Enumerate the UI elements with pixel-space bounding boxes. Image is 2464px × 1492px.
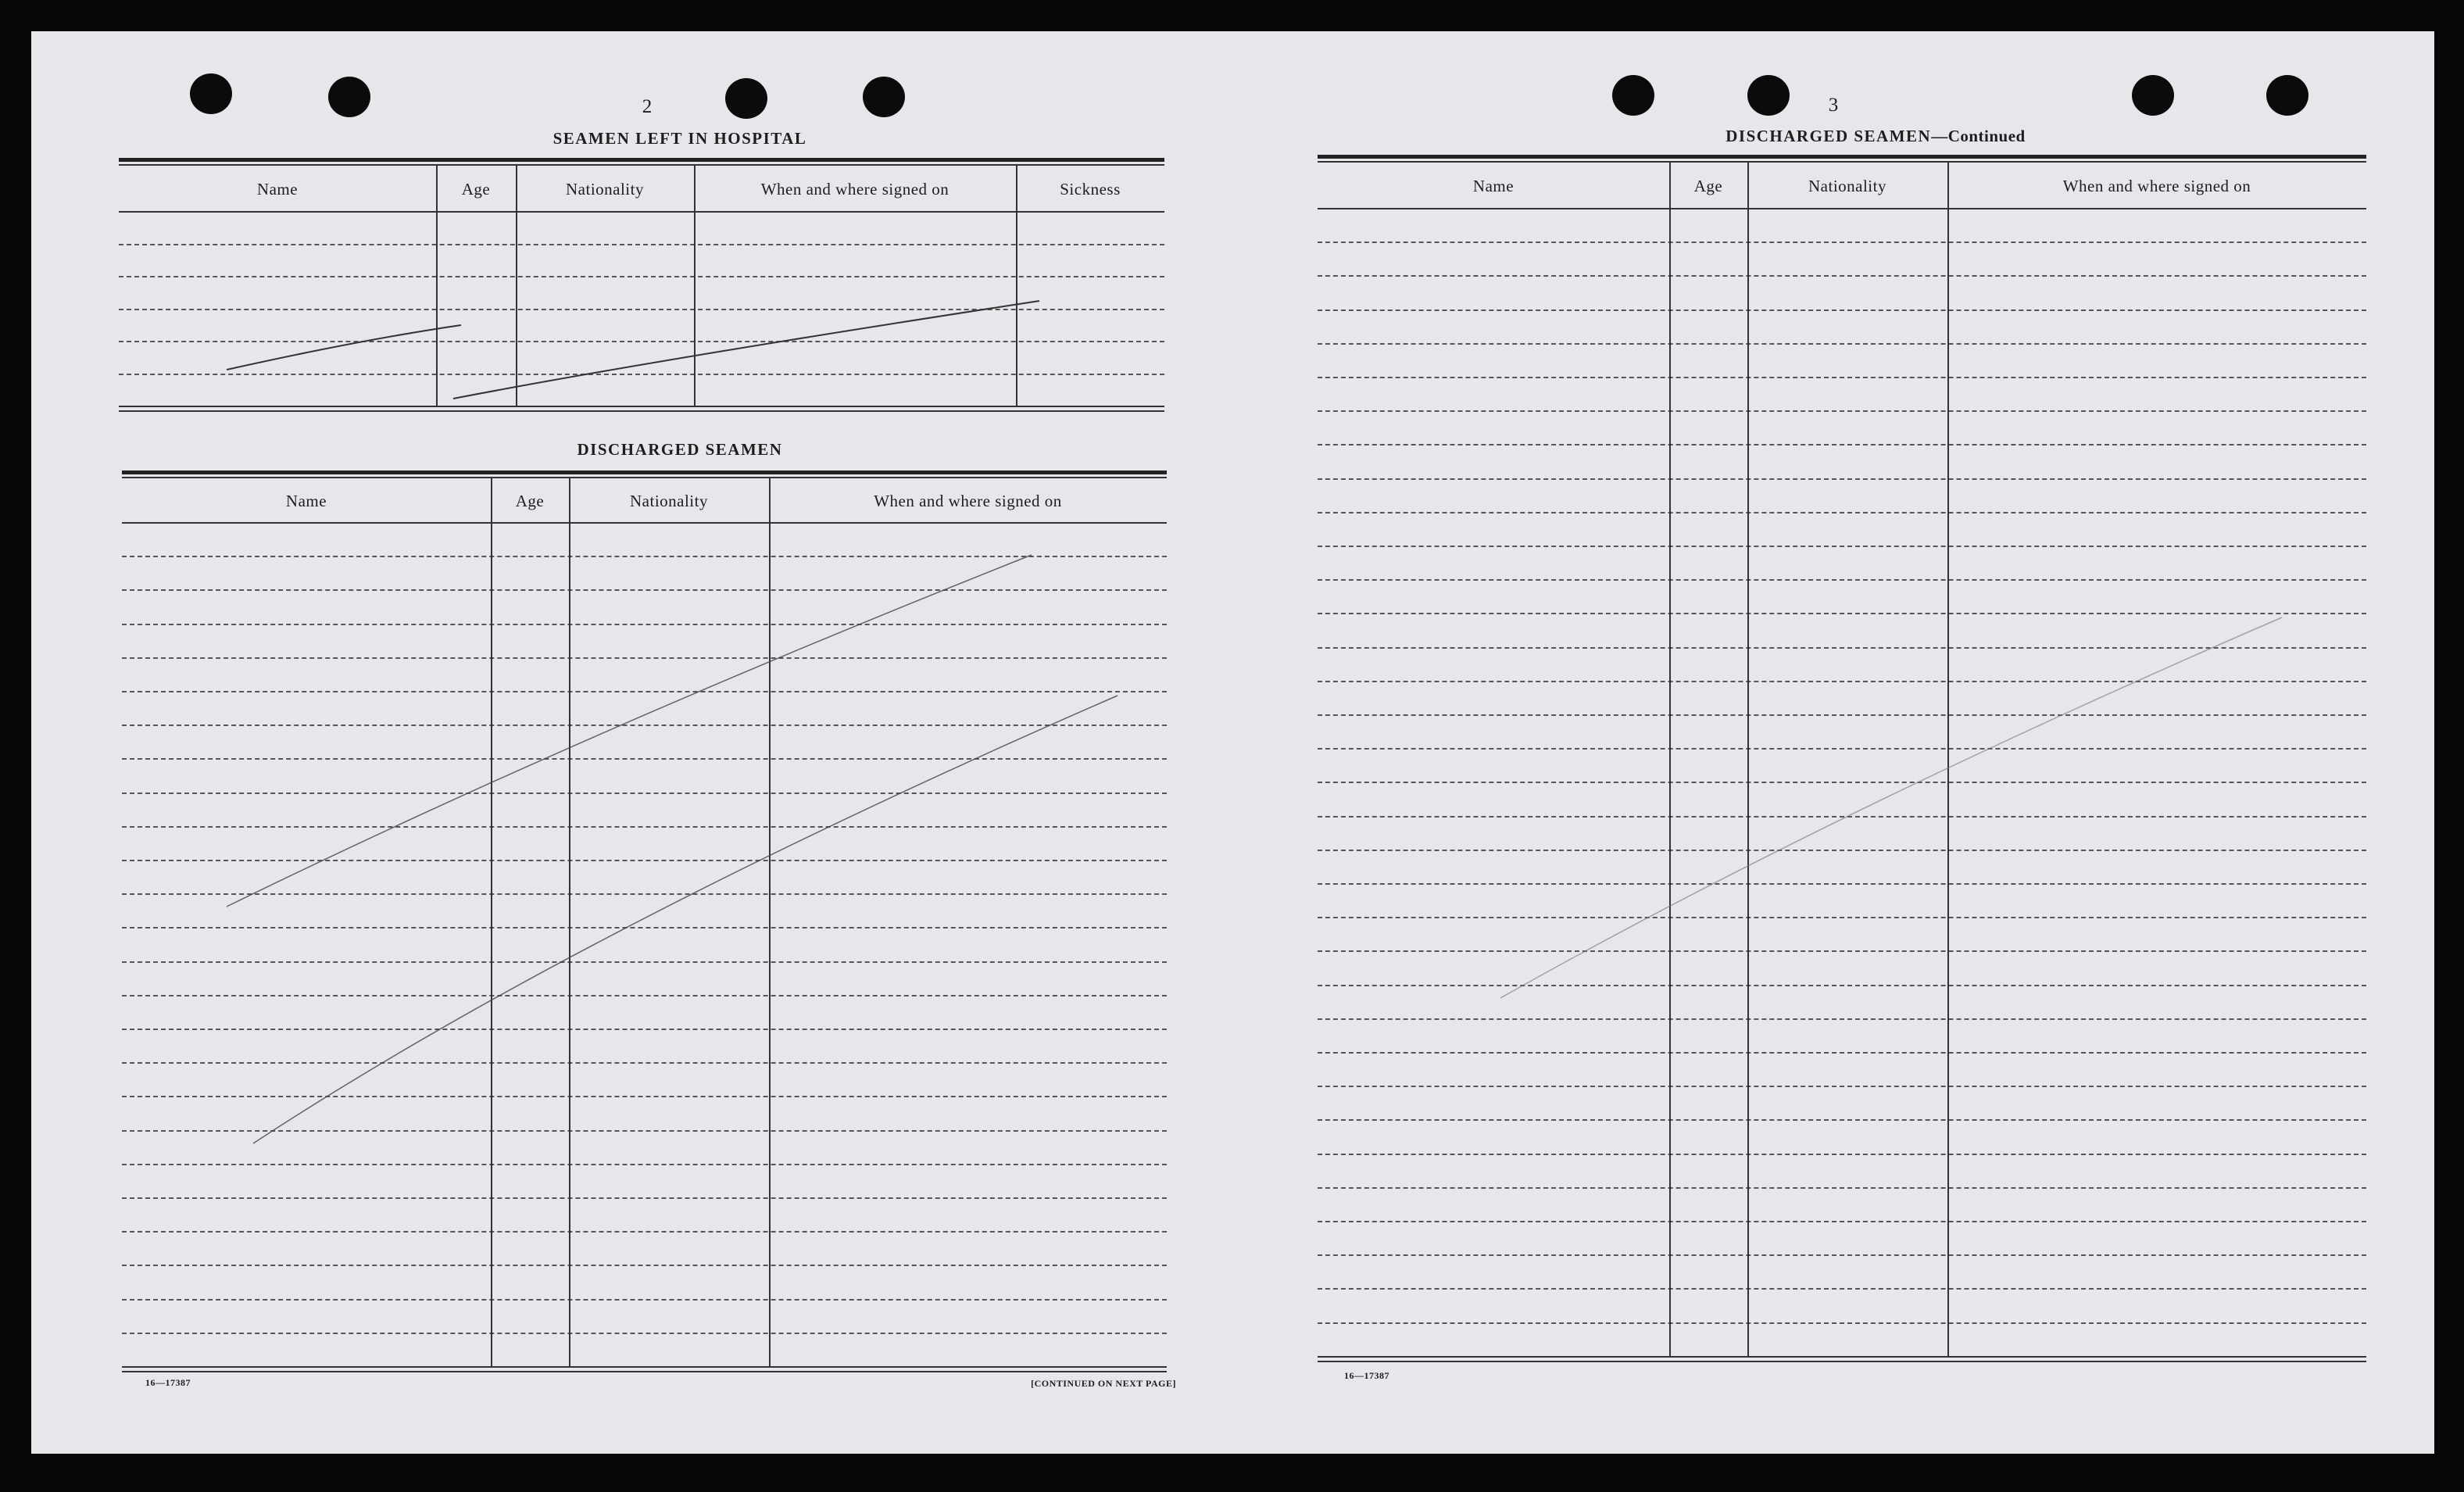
pencil-stroke [227,555,1032,907]
column-header: Nationality [566,180,644,199]
column-header: Age [461,180,491,199]
column-header: Age [515,492,545,510]
discharged-section-title: DISCHARGED SEAMEN [577,440,783,459]
pencil-stroke [227,325,461,370]
column-header: When and where signed on [874,492,1062,510]
pencil-stroke [253,696,1118,1143]
continued-suffix: —Continued [1931,127,2026,145]
column-header: Nationality [630,492,708,510]
ledger-sheet [31,31,2434,1454]
column-header: Name [256,180,299,199]
hospital-section-title: SEAMEN LEFT IN HOSPITAL [553,129,807,148]
column-header: Name [285,492,327,510]
column-header: Name [1472,177,1515,195]
column-header: Nationality [1808,177,1886,195]
column-header: When and where signed on [2062,177,2251,195]
page-number: 2 [642,96,653,117]
column-header: Age [1693,177,1723,195]
page-number: 3 [1828,95,1839,116]
column-header: When and where signed on [760,180,949,199]
continued-note: [CONTINUED ON NEXT PAGE] [1031,1378,1176,1389]
discharged-continued-title-main: DISCHARGED SEAMEN [1726,127,1932,145]
column-header: Sickness [1060,180,1121,199]
pencil-stroke [453,301,1039,399]
form-number: 16—17387 [1344,1370,1389,1381]
form-number: 16—17387 [145,1377,191,1388]
pencil-cancellation-marks [31,31,2434,1454]
pencil-stroke [1500,617,2282,998]
